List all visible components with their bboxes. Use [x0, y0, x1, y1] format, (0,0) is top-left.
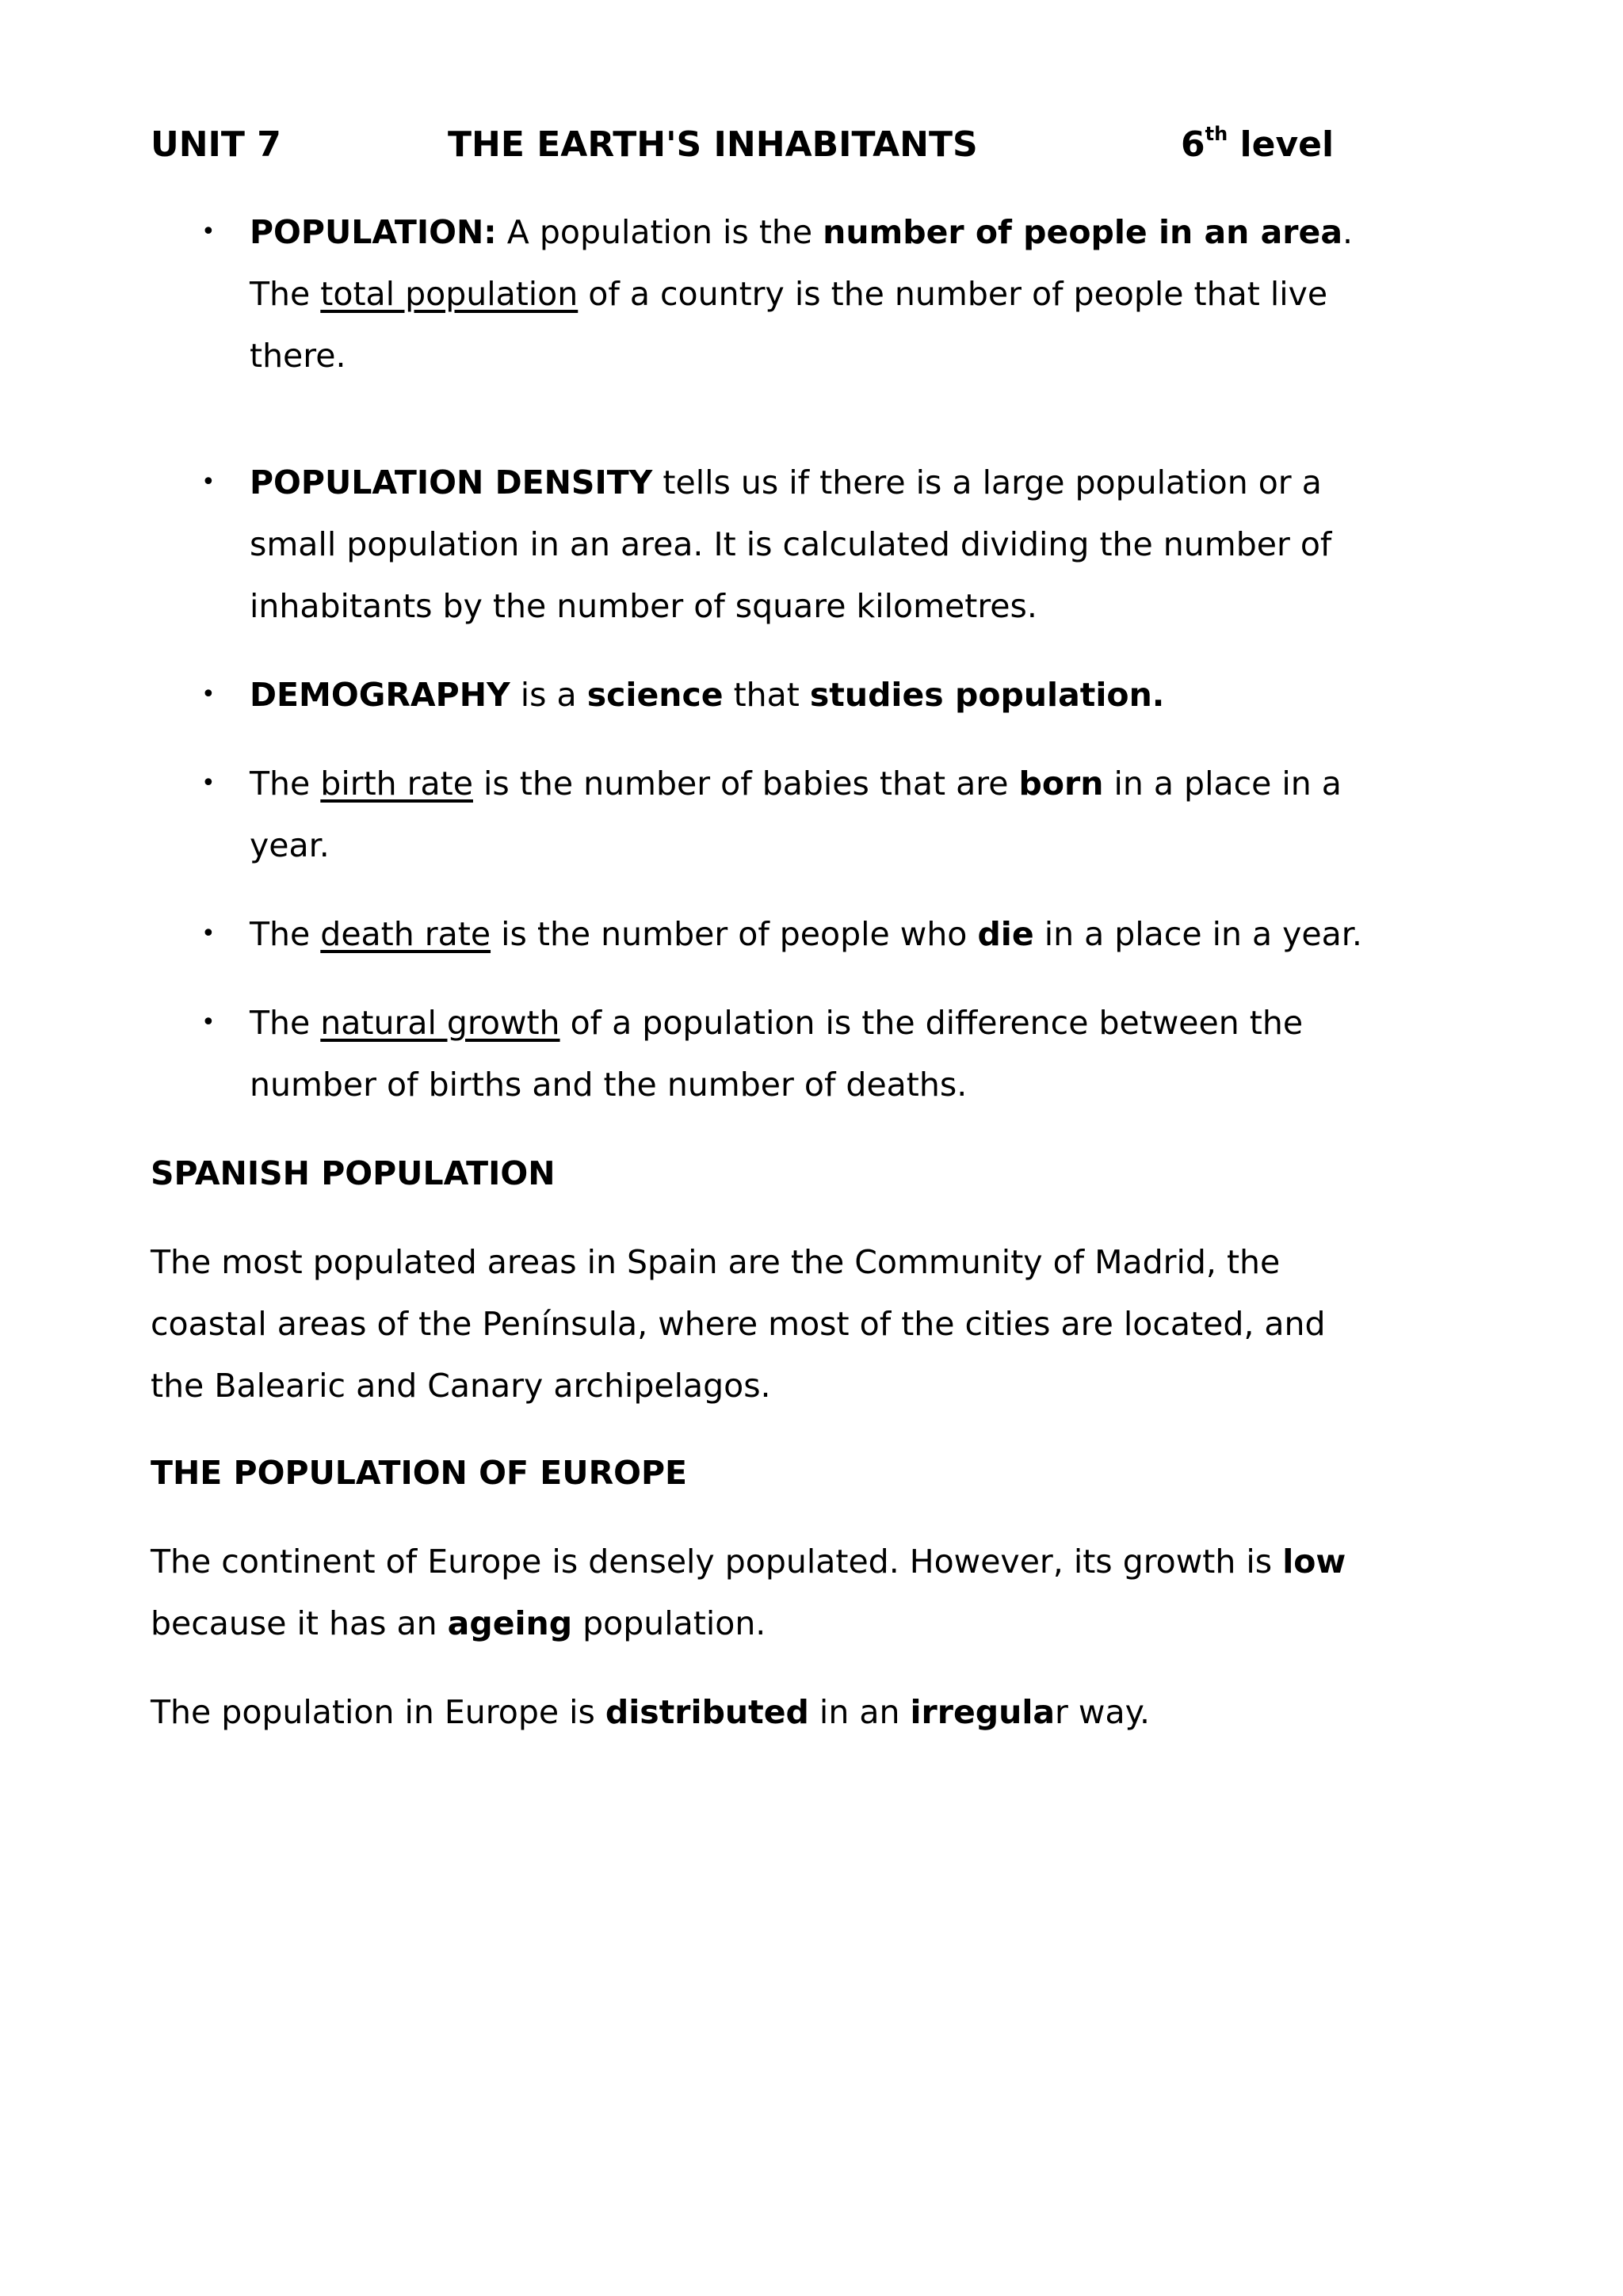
europe-paragraph-1 — [151, 1531, 1514, 1654]
growth-text: The — [250, 1004, 321, 1042]
population-text: The — [250, 275, 321, 313]
europe-line-1 — [151, 1531, 1514, 1592]
demography-text: is a — [510, 676, 587, 714]
europe-bold: ageing — [447, 1604, 573, 1642]
birth-bold: born — [1018, 765, 1104, 803]
death-text: in a place in a year. — [1033, 915, 1362, 953]
density-term: POPULATION DENSITY — [250, 463, 653, 502]
birth-text: The — [250, 765, 321, 803]
list-item-density — [151, 452, 1514, 637]
bullet-icon: • — [201, 769, 216, 797]
death-text: The — [250, 915, 321, 953]
growth-text: of a population is the difference between the — [559, 1004, 1304, 1042]
natural-growth-term: natural growth — [320, 1004, 560, 1042]
list-item-birth-rate — [151, 753, 1514, 876]
bullet-icon: • — [201, 920, 216, 948]
death-rate-term: death rate — [320, 915, 491, 953]
europe-line-2 — [151, 1592, 1514, 1654]
europe-text: because it has an — [151, 1604, 448, 1642]
growth-line-1 — [250, 992, 1514, 1054]
level-number: 6 — [1181, 124, 1205, 165]
europe-line-3 — [151, 1681, 1514, 1743]
europe-text: The population in Europe is — [151, 1693, 605, 1731]
birth-rate-term: birth rate — [320, 765, 473, 803]
header — [151, 117, 1498, 173]
europe-text: population. — [572, 1604, 766, 1642]
density-line-2: small population in an area. It is calculated dividing the number of — [250, 525, 1332, 563]
birth-text: is the number of babies that are — [472, 765, 1019, 803]
population-term: POPULATION: — [250, 213, 497, 251]
demography-text: that — [723, 676, 810, 714]
demography-term: DEMOGRAPHY — [250, 676, 510, 714]
birth-line-1 — [250, 753, 1514, 814]
death-line-1 — [250, 903, 1514, 965]
level-label — [1181, 117, 1334, 173]
unit-title: THE EARTH'S INHABITANTS — [448, 124, 978, 165]
bullet-icon: • — [201, 1009, 216, 1036]
spanish-line-2: coastal areas of the Península, where most of the cities are located, and — [151, 1305, 1326, 1343]
bullet-icon: • — [201, 468, 216, 496]
list-item-death-rate — [151, 903, 1514, 965]
europe-bold: low — [1282, 1543, 1346, 1581]
death-bold: die — [977, 915, 1034, 953]
europe-population-heading: THE POPULATION OF EUROPE — [151, 1454, 688, 1492]
list-item-natural-growth — [151, 992, 1514, 1116]
demography-line-1 — [250, 664, 1514, 726]
death-text: is the number of people who — [491, 915, 978, 953]
europe-bold: irregula — [910, 1693, 1056, 1731]
europe-paragraph-2 — [151, 1681, 1514, 1743]
total-population-term: total population — [320, 275, 579, 313]
unit-label: UNIT 7 — [151, 124, 281, 165]
level-word: level — [1239, 124, 1335, 165]
population-line-1 — [250, 201, 1514, 263]
europe-text: The continent of Europe is densely populated. However, its growth is — [151, 1543, 1283, 1581]
europe-text: in an — [808, 1693, 911, 1731]
europe-bold: distributed — [605, 1693, 809, 1731]
density-line-3: inhabitants by the number of square kilometres. — [250, 587, 1037, 625]
density-line-1 — [250, 452, 1514, 513]
list-item-population — [151, 201, 1514, 387]
level-ordinal: th — [1205, 123, 1228, 145]
growth-line-2: number of births and the number of deaths. — [250, 1066, 968, 1104]
birth-text: in a place in a — [1103, 765, 1342, 803]
spanish-line-3: the Balearic and Canary archipelagos. — [151, 1367, 771, 1405]
spanish-line-1: The most populated areas in Spain are the Community of Madrid, the — [151, 1243, 1281, 1281]
demography-bold: studies population. — [809, 676, 1165, 714]
spanish-population-heading: SPANISH POPULATION — [151, 1154, 556, 1192]
population-line-2 — [250, 263, 1514, 325]
bullet-icon: • — [201, 218, 216, 246]
birth-line-2: year. — [250, 826, 330, 864]
population-period: . — [1342, 213, 1354, 251]
europe-text: r way. — [1055, 1693, 1151, 1731]
definitions-list — [151, 201, 1514, 1142]
population-text: of a country is the number of people that live — [578, 275, 1328, 313]
demography-bold: science — [586, 676, 724, 714]
list-item-demography — [151, 664, 1514, 726]
population-bold: number of people in an area — [823, 213, 1342, 251]
bullet-icon: • — [201, 681, 216, 708]
population-text: A population is the — [496, 213, 823, 251]
density-text: tells us if there is a large population or a — [652, 463, 1322, 502]
spanish-population-paragraph — [151, 1231, 1514, 1417]
population-line-3: there. — [250, 337, 346, 375]
